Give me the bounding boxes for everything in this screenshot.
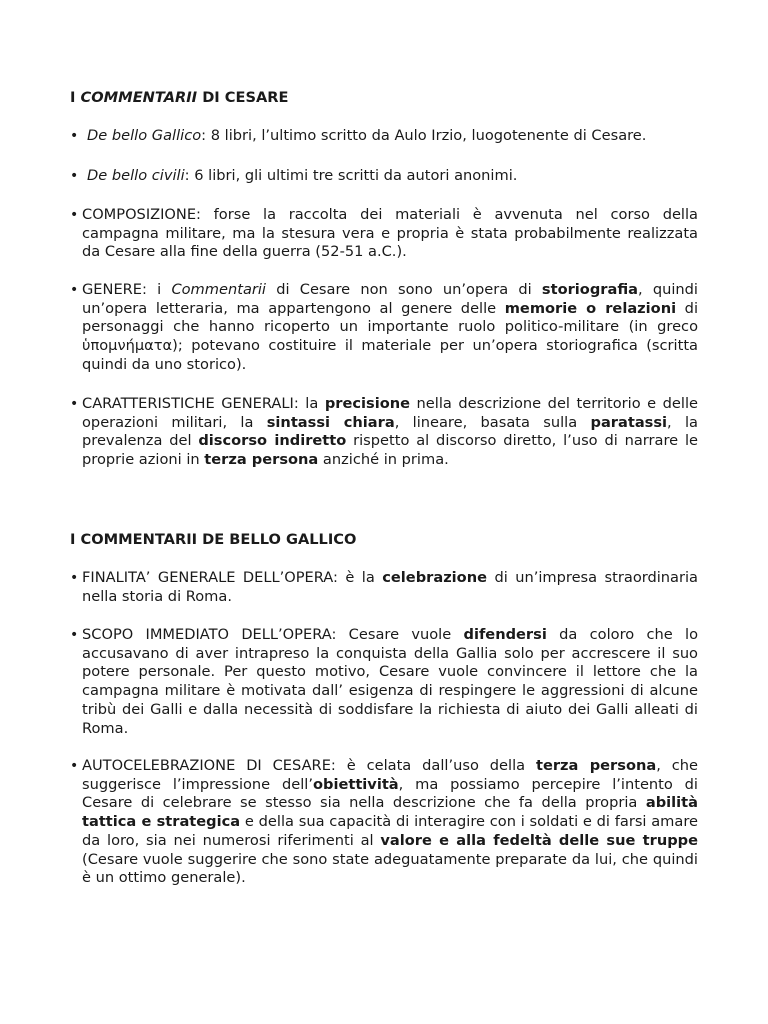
text-run: , ma possiamo percepire l’intento di Cesare di celebrare se stesso sia nella descrizione che fa della propria xyxy=(82,775,698,812)
text-run: , lineare, basata sulla xyxy=(394,413,591,431)
text-run: , la prevalenza del xyxy=(82,413,698,450)
item-text xyxy=(70,395,698,470)
text-run: GENERE: i xyxy=(82,281,172,298)
bold-run: terza persona xyxy=(535,757,657,774)
bold-run: discorso indiretto xyxy=(198,432,347,450)
text-run: AUTOCELEBRAZIONE DI CESARE: è celata dall’uso della xyxy=(82,757,536,774)
item-body: : 6 libri, gli ultimi tre scritti da autori anonimi. xyxy=(184,167,518,184)
text-run: di Cesare non sono un’opera di xyxy=(266,281,542,298)
list-item-caratteristiche xyxy=(70,395,698,470)
item-text xyxy=(70,757,698,888)
item-text xyxy=(70,281,698,375)
bold-run: obiettività xyxy=(312,775,399,793)
text-run: (Cesare vuole suggerire che sono state adeguatamente preparate da lui, che quindi è un ottimo generale). xyxy=(82,850,698,887)
italic-run: Commentarii xyxy=(171,281,266,298)
list-item-de-bello-gallico xyxy=(70,127,698,146)
bullet-icon: • xyxy=(70,168,79,184)
bold-run: difendersi xyxy=(463,626,547,643)
list-item-scopo xyxy=(70,626,698,738)
text-run: rispetto al discorso diretto, l’uso di narrare le proprie azioni in xyxy=(82,432,698,469)
work-title: De bello Gallico xyxy=(87,127,202,144)
bullet-icon: • xyxy=(70,282,79,298)
heading-italic: COMMENTARII xyxy=(80,89,198,106)
heading-prefix: I xyxy=(70,89,76,106)
list-item-autocelebrazione xyxy=(70,757,698,888)
bold-run: storiografia xyxy=(541,281,638,298)
text-run: , quindi un’opera letteraria, ma appartengono al genere delle xyxy=(82,281,698,317)
list-item-de-bello-civili xyxy=(70,167,698,186)
text-run: di personaggi che hanno ricoperto un importante ruolo politico-militare (in greco ὑπομνήματα); potevano costituire il materiale per un’opera storiografica (scritta quindi da uno storico). xyxy=(82,299,698,373)
bullet-icon: • xyxy=(70,207,79,223)
bold-run: memorie o relazioni xyxy=(504,299,677,317)
item-text xyxy=(70,167,698,186)
bold-run: celebrazione xyxy=(382,569,488,586)
bullet-icon: • xyxy=(70,627,79,643)
section-heading-de-bello-gallico: I COMMENTARII DE BELLO GALLICO xyxy=(70,531,357,548)
text-run: , che suggerisce l’impressione dell’ xyxy=(82,757,699,793)
section-heading-commentarii xyxy=(70,88,289,107)
item-text xyxy=(70,127,698,146)
list-item-genere xyxy=(70,281,698,375)
list-item-composizione xyxy=(70,206,698,262)
heading-suffix: DI CESARE xyxy=(202,89,289,106)
item-body: : 8 libri, l’ultimo scritto da Aulo Irzio, luogotenente di Cesare. xyxy=(201,127,647,144)
item-text xyxy=(70,569,698,606)
text-run: anziché in prima. xyxy=(318,451,449,469)
bold-run: sintassi chiara xyxy=(266,413,395,431)
text-run: di un’impresa straordinaria nella storia di Roma. xyxy=(82,569,698,605)
list-item-finalita xyxy=(70,569,698,606)
bullet-icon: • xyxy=(70,396,79,412)
text-run: SCOPO IMMEDIATO DELL’OPERA: Cesare vuole xyxy=(82,626,464,643)
text-run: CARATTERISTICHE GENERALI: la xyxy=(82,395,325,412)
text-run: e della sua capacità di interagire con i soldati e di farsi amare da loro, sia nei numerosi riferimenti al xyxy=(82,813,699,849)
bullet-icon: • xyxy=(70,128,79,144)
bullet-icon: • xyxy=(70,570,79,586)
bold-run: precisione xyxy=(324,395,411,412)
text-run: nella descrizione del territorio e delle operazioni militari, la xyxy=(82,395,698,431)
item-text xyxy=(70,626,698,738)
bold-run: valore e alla fedeltà delle sue truppe xyxy=(380,831,698,849)
bullet-icon: • xyxy=(70,758,79,774)
bold-run: terza persona xyxy=(204,451,319,469)
item-body: COMPOSIZIONE: forse la raccolta dei materiali è avvenuta nel corso della campagna militare, ma la stesura vera e propria è stata probabilmente realizzata da Cesare alla fine della guerra (52-51 a.C.). xyxy=(82,206,698,261)
text-run: da coloro che lo accusavano di aver intrapreso la conquista della Gallia solo per accrescere il suo potere personale. Per questo motivo, Cesare vuole convincere il lettore che la campagna militare è motivata dall’ esigenza di respingere le aggressioni di alcune tribù dei Galli e dalla necessità di soddisfare la richiesta di aiuto dei Galli alleati di Roma. xyxy=(82,626,699,737)
item-text xyxy=(70,206,698,262)
text-run: FINALITA’ GENERALE DELL’OPERA: è la xyxy=(82,569,383,586)
bold-run: paratassi xyxy=(590,413,668,431)
bold-run: abilità tattica e strategica xyxy=(82,794,698,831)
work-title: De bello civili xyxy=(87,167,185,184)
